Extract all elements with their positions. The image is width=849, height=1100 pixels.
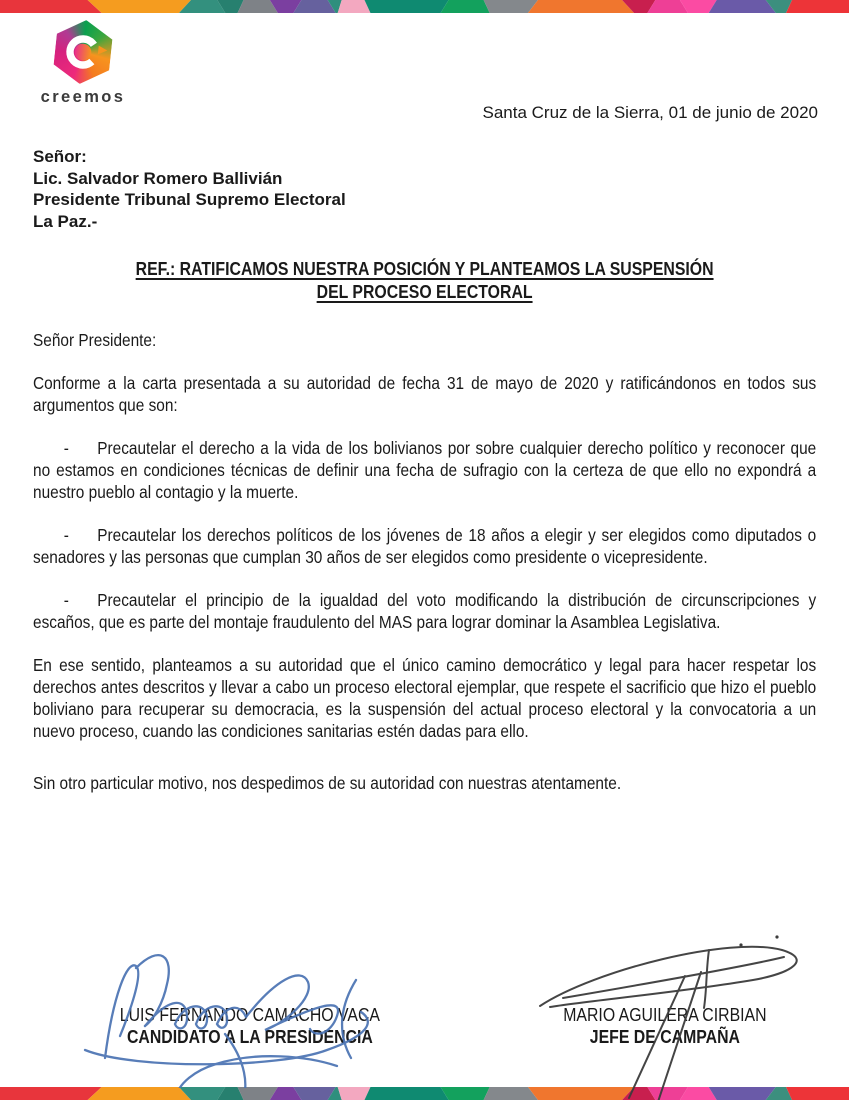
bullet-marker: - — [63, 525, 69, 545]
signatory-role: JEFE DE CAMPAÑA — [589, 1027, 740, 1047]
subject-heading — [33, 258, 816, 304]
bullet-item-1 — [33, 437, 816, 503]
signatory-name: LUIS FERNANDO CAMACHO VACA — [119, 1005, 380, 1025]
signatory-name: MARIO AGUILERA CIRBIAN — [563, 1005, 767, 1025]
recipient-title: Presidente Tribunal Supremo Electoral — [33, 190, 346, 209]
bullet-marker: - — [63, 438, 69, 458]
decorative-border-bottom — [0, 1087, 849, 1100]
closing-paragraph: Sin otro particular motivo, nos despedimos de su autoridad con nuestras atentamente. — [33, 773, 622, 793]
bullet-marker: - — [63, 590, 69, 610]
decorative-border-top — [0, 0, 849, 13]
bullet-item-3 — [33, 589, 816, 633]
bullet-text: Precautelar el principio de la igualdad del voto modificando la distribución de circunscripciones y escaños, que es parte del montaje fraudulento del MAS para lograr dominar la Asamblea Legislativa. — [33, 590, 817, 632]
date-line: Santa Cruz de la Sierra, 01 de junio de 2020 — [482, 103, 818, 122]
signatory-role: CANDIDATO A LA PRESIDENCIA — [126, 1027, 373, 1047]
signatory-aguilera — [455, 1004, 849, 1048]
subject-line-2: DEL PROCESO ELECTORAL — [316, 282, 533, 302]
bullet-item-2 — [33, 524, 816, 568]
creemos-logo-icon — [49, 17, 117, 87]
body-paragraph: En ese sentido, planteamos a su autoridad que el único camino democrático y legal para hacer respetar los derechos antes descritos y llevar a cabo un proceso electoral ejemplar, que respete el sacrificio que hizo el pueblo boliviano para recuperar su democracia, es la suspensión del actual proceso electoral y la convocatoria a un nuevo proceso, cuando las condiciones sanitarias estén dadas para ello. — [33, 655, 817, 741]
recipient-city: La Paz.- — [33, 211, 98, 231]
creemos-c-icon — [49, 17, 117, 87]
greeting: Señor Presidente: — [33, 330, 157, 350]
intro-paragraph: Conforme a la carta presentada a su autoridad de fecha 31 de mayo de 2020 y ratificándonos en todos sus argumentos que son: — [33, 373, 817, 415]
letter-body — [33, 146, 816, 794]
subject-line-1: REF.: RATIFICAMOS NUESTRA POSICIÓN Y PLANTEAMOS LA SUSPENSIÓN — [135, 259, 714, 279]
signatory-camacho — [40, 1004, 460, 1048]
recipient-salutation: Señor: — [33, 147, 87, 166]
letter-text-column — [33, 258, 816, 794]
creemos-logo — [30, 20, 136, 107]
bullet-text: Precautelar los derechos políticos de los jóvenes de 18 años a elegir y ser elegidos como diputados o senadores y las personas que cumplan 30 años de ser elegidos como presidente o vicepresidente. — [33, 525, 817, 567]
brand-wordmark: creemos — [40, 88, 126, 106]
recipient-block — [33, 146, 816, 232]
recipient-name: Lic. Salvador Romero Ballivián — [33, 168, 283, 188]
bullet-text: Precautelar el derecho a la vida de los bolivianos por sobre cualquier derecho político y reconocer que no estamos en condiciones técnicas de definir una fecha de sufragio con la certeza de que ello no expondrá a nuestro pueblo al contagio y la muerte. — [33, 438, 817, 502]
